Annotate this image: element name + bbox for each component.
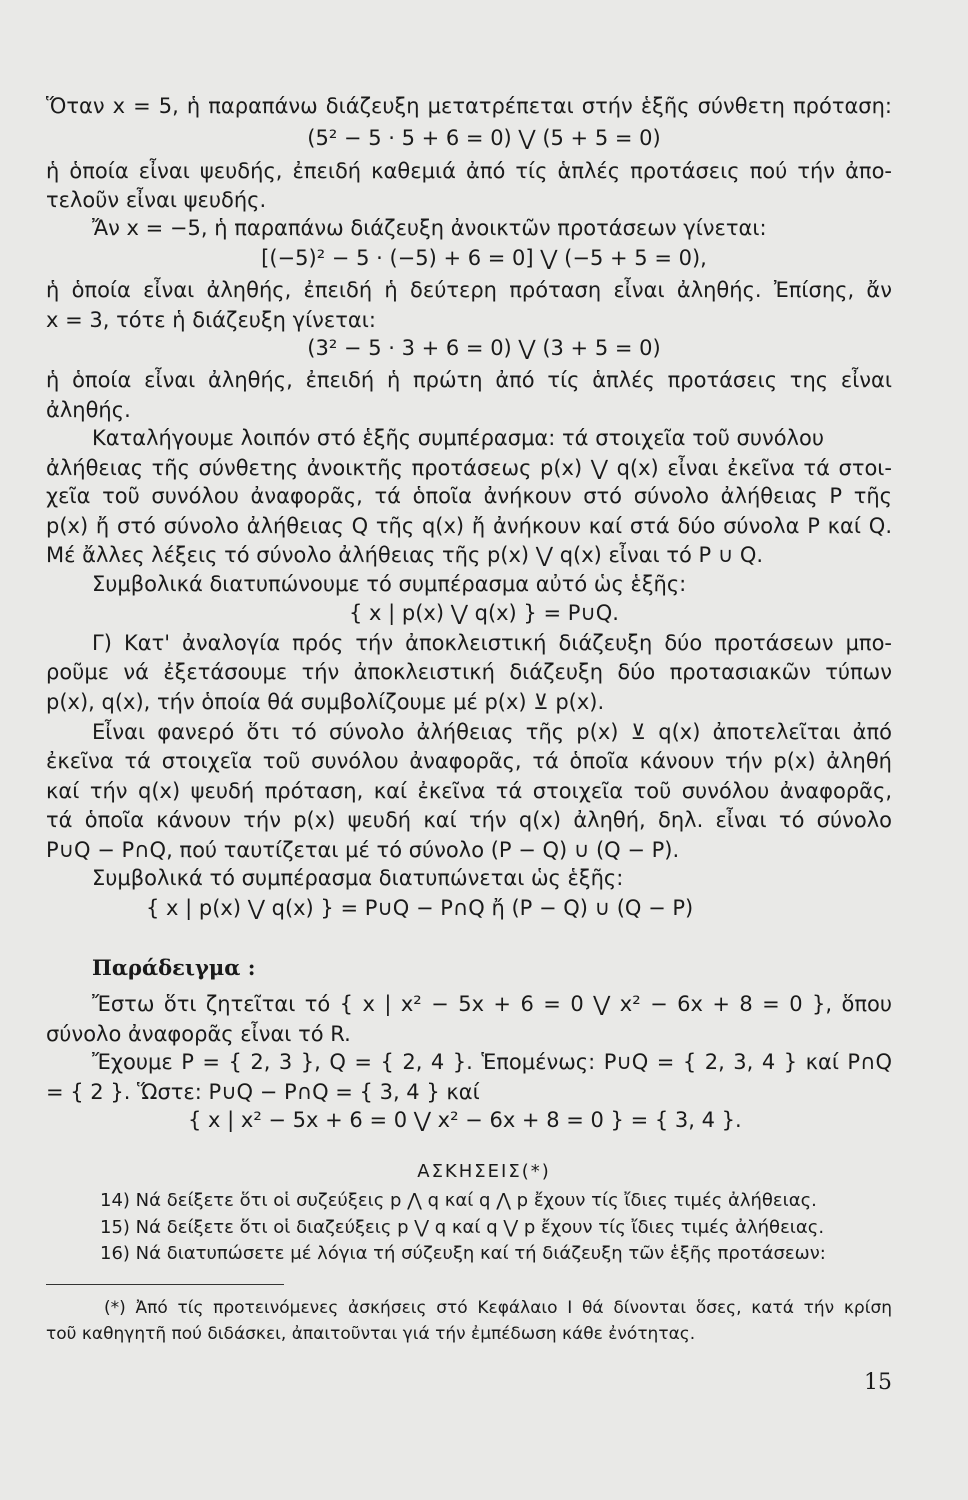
text-line: Γ) Κατ' ἀναλογία πρός τήν ἀποκλειστική διάζευξη δύο προτάσεων μπο-: [92, 631, 892, 655]
formula-line: (5² − 5 · 5 + 6 = 0) ⋁ (5 + 5 = 0): [307, 126, 661, 150]
text-line: τελοῦν εἶναι ψευδής.: [46, 188, 267, 212]
text-line: ροῦμε νά ἐξετάσουμε τήν ἀποκλειστική διάζευξη δύο προτασιακῶν τύπων: [46, 660, 892, 684]
exercise-item: 16) Νά διατυπώσετε μέ λόγια τή σύζευξη καί τή διάζευξη τῶν ἑξῆς προτάσεων:: [100, 1243, 826, 1264]
text-line: ἡ ὁποία εἶναι ψευδής, ἐπειδή καθεμιά ἀπό τίς ἁπλές προτάσεις πού τήν ἀπο-: [46, 159, 892, 183]
footnote-line: τοῦ καθηγητῆ πού διδάσκει, ἀπαιτοῦνται γιά τήν ἐμπέδωση κάθε ἐνότητας.: [46, 1324, 696, 1344]
text-line: Ἔχουμε P = { 2, 3 }, Q = { 2, 4 }. Ἑπομένως: P∪Q = { 2, 3, 4 } καί P∩Q: [92, 1050, 892, 1074]
text-line: Συμβολικά διατυπώνουμε τό συμπέρασμα αὐτό ὡς ἑξῆς:: [92, 572, 687, 596]
text-line: = { 2 }. Ὥστε: P∪Q − P∩Q = { 3, 4 } καί: [46, 1080, 480, 1104]
text-line: P∪Q − P∩Q, πού ταυτίζεται μέ τό σύνολο (P − Q) ∪ (Q − P).: [46, 838, 680, 862]
page-number: 15: [864, 1370, 892, 1395]
text-line: Ὅταν x = 5, ἡ παραπάνω διάζευξη μετατρέπεται στήν ἑξῆς σύνθετη πρόταση:: [46, 94, 892, 118]
text-line: ἐκεῖνα τά στοιχεῖα τοῦ συνόλου ἀναφορᾶς, τά ὁποῖα κάνουν τήν p(x) ἀληθή: [46, 749, 892, 773]
footnote-divider: [46, 1284, 284, 1285]
formula-line: { x | p(x) ⋁ q(x) } = P∪Q − P∩Q ἤ (P − Q) ∪ (Q − P): [146, 896, 694, 920]
text-line: χεῖα τοῦ συνόλου ἀναφορᾶς, τά ὁποῖα ἀνήκουν στό σύνολο ἀλήθειας P τῆς: [46, 484, 892, 508]
text-line: τά ὁποῖα κάνουν τήν p(x) ψευδή καί τήν q(x) ἀληθή, δηλ. εἶναι τό σύνολο: [46, 808, 892, 832]
text-line: Καταλήγουμε λοιπόν στό ἑξῆς συμπέρασμα: τά στοιχεῖα τοῦ συνόλου: [92, 426, 824, 450]
example-heading: Παράδειγμα :: [92, 955, 256, 980]
text-line: Ἄν x = −5, ἡ παραπάνω διάζευξη ἀνοικτῶν προτάσεων γίνεται:: [92, 216, 767, 240]
formula-line: (3² − 5 · 3 + 6 = 0) ⋁ (3 + 5 = 0): [307, 336, 661, 360]
text-line: ἀλήθειας τῆς σύνθετης ἀνοικτῆς προτάσεως p(x) ⋁ q(x) εἶναι ἐκεῖνα τά στοι-: [46, 456, 892, 480]
text-line: Συμβολικά τό συμπέρασμα διατυπώνεται ὡς ἑξῆς:: [92, 866, 624, 890]
exercise-item: 15) Νά δείξετε ὅτι οἱ διαζεύξεις p ⋁ q καί q ⋁ p ἔχουν τίς ἴδιες τιμές ἀλήθειας.: [100, 1217, 825, 1238]
text-line: p(x) ἤ στό σύνολο ἀλήθειας Q τῆς q(x) ἤ ἀνήκουν καί στά δύο σύνολα P καί Q.: [46, 514, 892, 538]
text-line: ἀληθής.: [46, 398, 131, 422]
text-line: Εἶναι φανερό ὅτι τό σύνολο ἀλήθειας τῆς p(x) ⊻ q(x) ἀποτελεῖται ἀπό: [92, 720, 892, 744]
footnote-line: (*) Ἀπό τίς προτεινόμενες ἀσκήσεις στό Κεφάλαιο Ι θά δίνονται ὅσες, κατά τήν κρίση: [104, 1298, 892, 1318]
text-line: καί τήν q(x) ψευδή πρόταση, καί ἐκεῖνα τά στοιχεῖα τοῦ συνόλου ἀναφορᾶς,: [46, 779, 892, 803]
formula-line: { x | p(x) ⋁ q(x) } = P∪Q.: [349, 601, 619, 625]
text-line: σύνολο ἀναφορᾶς εἶναι τό R.: [46, 1022, 351, 1046]
formula-line: { x | x² − 5x + 6 = 0 ⋁ x² − 6x + 8 = 0 } = { 3, 4 }.: [188, 1108, 742, 1132]
text-line: Ἔστω ὅτι ζητεῖται τό { x | x² − 5x + 6 = 0 ⋁ x² − 6x + 8 = 0 }, ὅπου: [92, 992, 892, 1016]
text-line: Μέ ἄλλες λέξεις τό σύνολο ἀλήθειας τῆς p(x) ⋁ q(x) εἶναι τό P ∪ Q.: [46, 543, 764, 567]
exercises-heading: ΑΣΚΗΣΕΙΣ(*): [417, 1161, 551, 1182]
text-line: ἡ ὁποία εἶναι ἀληθής, ἐπειδή ἡ δεύτερη πρόταση εἶναι ἀληθής. Ἐπίσης, ἄν: [46, 278, 892, 302]
exercise-item: 14) Νά δείξετε ὅτι οἱ συζεύξεις p ⋀ q καί q ⋀ p ἔχουν τίς ἴδιες τιμές ἀλήθειας.: [100, 1190, 817, 1211]
text-line: p(x), q(x), τήν ὁποία θά συμβολίζουμε μέ p(x) ⊻ p(x).: [46, 690, 605, 714]
text-line: x = 3, τότε ἡ διάζευξη γίνεται:: [46, 308, 376, 332]
formula-line: [(−5)² − 5 · (−5) + 6 = 0] ⋁ (−5 + 5 = 0),: [261, 246, 707, 270]
text-line: ἡ ὁποία εἶναι ἀληθής, ἐπειδή ἡ πρώτη ἀπό τίς ἁπλές προτάσεις της εἶναι: [46, 368, 892, 392]
